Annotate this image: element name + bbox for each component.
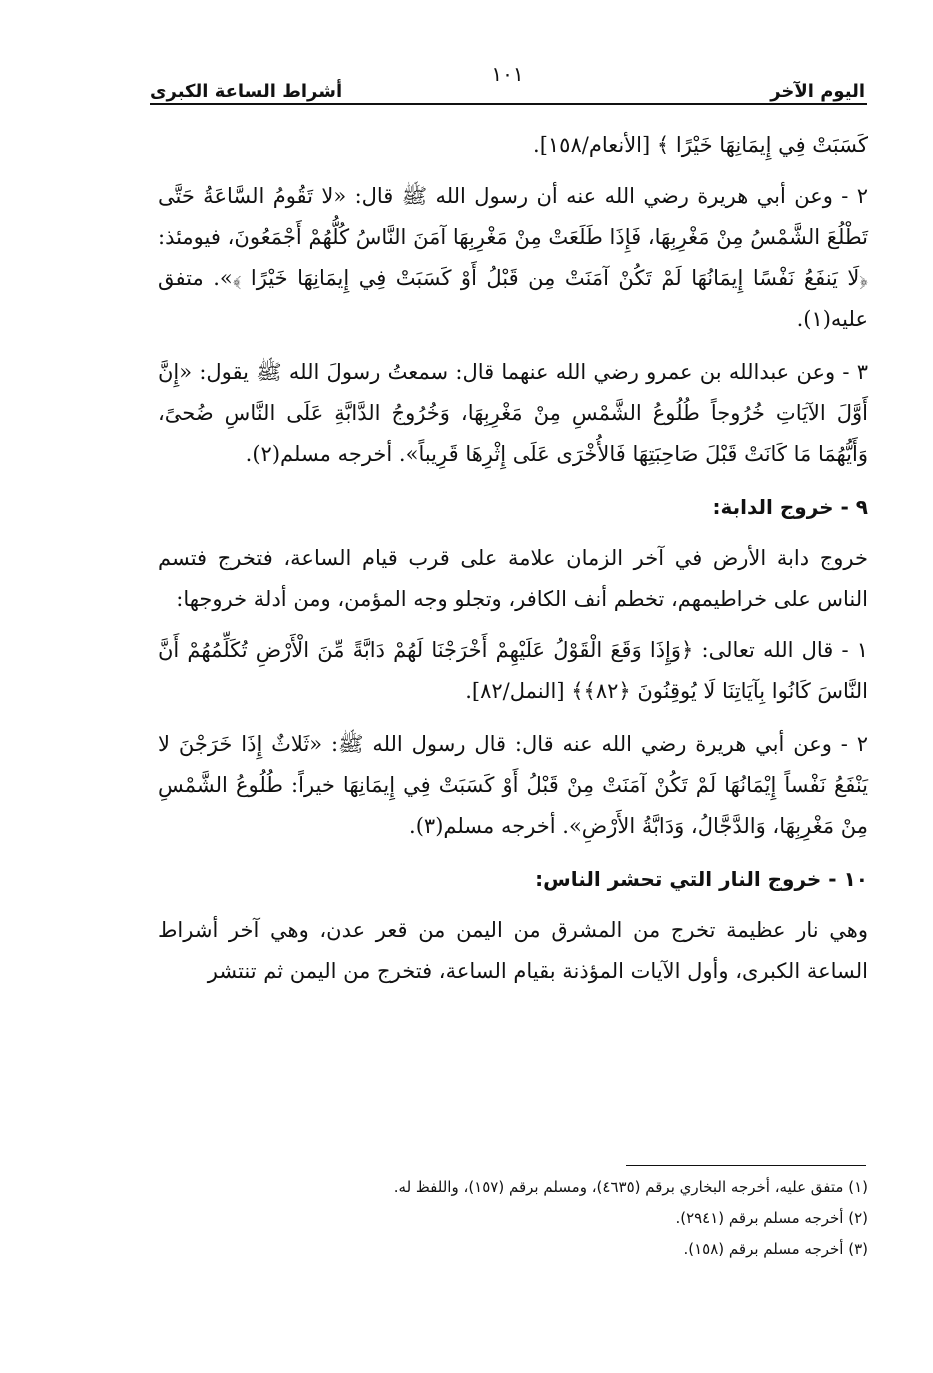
footnote-rule (626, 1165, 866, 1166)
section-9-item-1: ١ - قال الله تعالى: ﴿وَإِذَا وَقَعَ الْقَوْلُ عَلَيْهِمْ أَخْرَجْنَا لَهُمْ دَابَّةً مِّنَ الْأَرْضِ تُكَلِّمُهُمْ أَنَّ النَّاسَ كَانُوا بِآيَاتِنَا لَا يُوقِنُونَ ﴿٨٢﴾﴾ [النمل/٨٢]. (158, 638, 868, 703)
footnote-1: (١) متفق عليه، أخرجه البخاري برقم (٤٦٣٥)، ومسلم برقم (١٥٧)، واللفظ له. (393, 1178, 868, 1196)
footnotes (158, 1172, 868, 1265)
section-heading-10: ١٠ - خروج النار التي تحشر الناس: (535, 867, 868, 891)
header-right-title: اليوم الآخر (770, 81, 865, 102)
section-10-paragraph: وهي نار عظيمة تخرج من المشرق من اليمن من قعر عدن، وهي آخر أشراط الساعة الكبرى، وأول الآيات المؤذنة بقيام الساعة، فتخرج من اليمن ثم تنتشر (158, 918, 868, 983)
hadith-item-2: ٢ - وعن أبي هريرة رضي الله عنه أن رسول الله ﷺ قال: «لا تَقُومُ السَّاعَةُ حَتَّى تَطْلُعَ الشَّمْسُ مِنْ مَغْرِبِهَا، فَإِذَا طَلَعَتْ مِنْ مَغْرِبِهَا آمَنَ النَّاسُ كُلُّهُمْ أَجْمَعُونَ، فيومئذ: ﴿لَا يَنفَعُ نَفْسًا إِيمَانُهَا لَمْ تَكُنْ آمَنَتْ مِن قَبْلُ أَوْ كَسَبَتْ فِي إِيمَانِهَا خَيْرًا ﴾». متفق عليه(١). (158, 184, 868, 331)
running-header (150, 62, 865, 106)
header-left-title: أشراط الساعة الكبرى (150, 81, 343, 102)
hadith-item-3: ٣ - وعن عبدالله بن عمرو رضي الله عنهما قال: سمعتُ رسولَ الله ﷺ يقول: «إِنَّ أَوَّلَ الآيَاتِ خُرُوجاً طُلُوعُ الشَّمْسِ مِنْ مَغْرِبِهَا، وَخُرُوجُ الدَّابَّةِ عَلَى النَّاسِ ضُحىً، وَأَيُّهُمَا مَا كَانَتْ قَبْلَ صَاحِبَتِهَا فَالأُخْرَى عَلَى إِثْرِهَا قَرِيباً». أخرجه مسلم(٢). (158, 360, 868, 466)
page-number: ١٠١ (491, 62, 524, 86)
section-9-item-2: ٢ - وعن أبي هريرة رضي الله عنه قال: قال رسول الله ﷺ: «ثَلاثٌ إِذَا خَرَجْنَ لا يَنْفَعُ نَفْساً إِيْمَانُهَا لَمْ تَكُنْ آمَنَتْ مِنْ قَبْلُ أَوْ كَسَبَتْ فِي إِيمَانِهَا خيراً: طُلُوعُ الشَّمْسِ مِنْ مَغْرِبِهَا، وَالدَّجَّالُ، وَدَابَّةُ الأَرْضِ». أخرجه مسلم(٣). (158, 732, 868, 838)
header-rule (150, 103, 867, 105)
section-9-paragraph: خروج دابة الأرض في آخر الزمان علامة على قرب قيام الساعة، فتخرج فتسم الناس على خراطيمهم، تخطم أنف الكافر، وتجلو وجه المؤمن، ومن أدلة خروجها: (158, 546, 868, 611)
main-text (158, 125, 868, 1002)
footnote-3: (٣) أخرجه مسلم برقم (١٥٨). (683, 1240, 868, 1258)
footnote-2: (٢) أخرجه مسلم برقم (٢٩٤١). (675, 1209, 868, 1227)
section-heading-9: ٩ - خروج الدابة: (712, 495, 868, 519)
verse-continuation: كَسَبَتْ فِي إِيمَانِهَا خَيْرًا ﴾ [الأنعام/١٥٨]. (533, 133, 868, 157)
